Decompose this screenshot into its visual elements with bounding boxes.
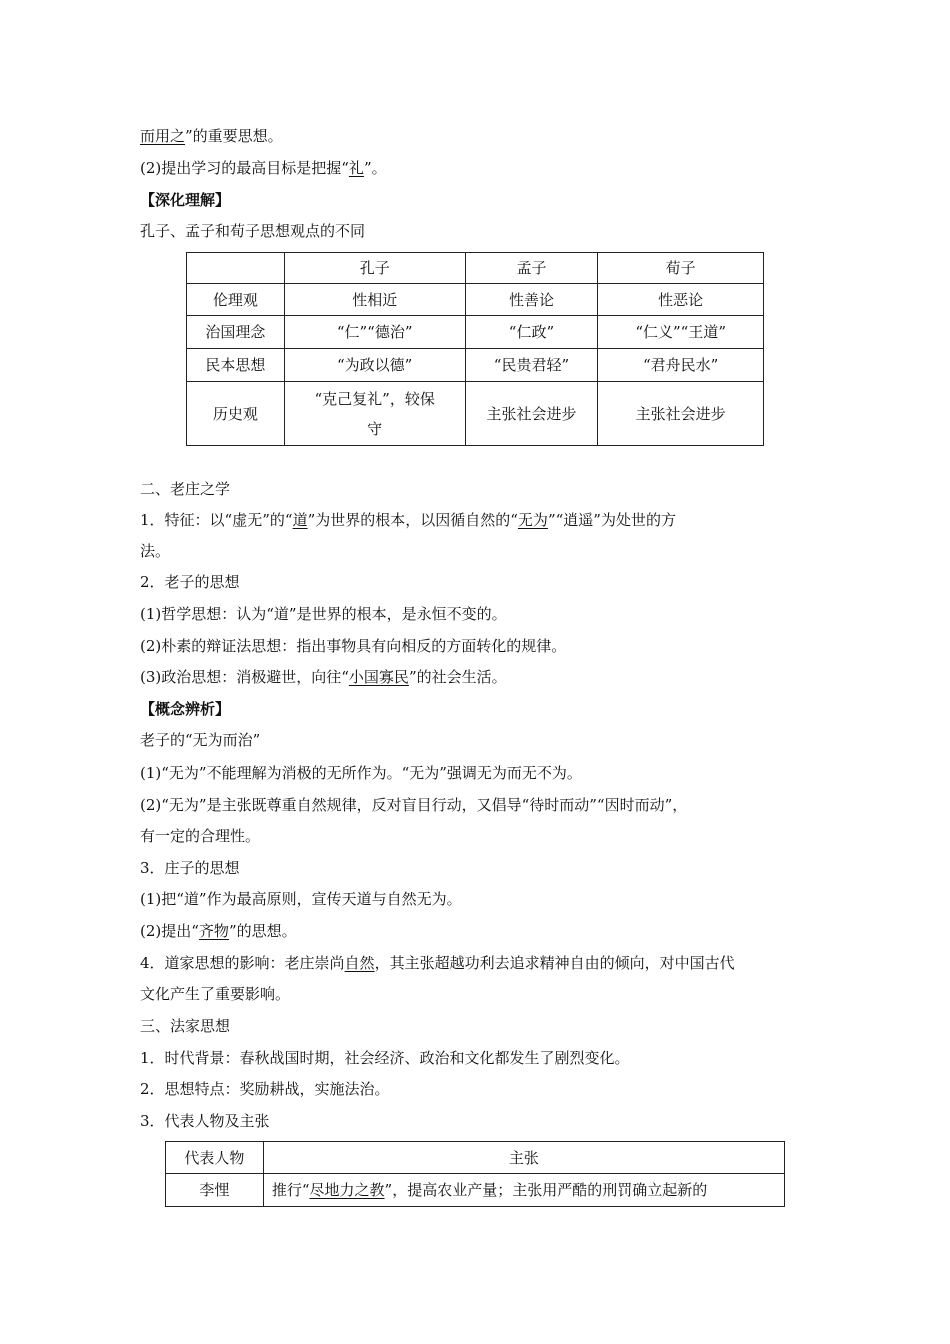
table-cell: 民本思想	[187, 349, 285, 382]
table-caption: 孔子、孟子和荀子思想观点的不同	[140, 222, 366, 240]
text-line: 3．代表人物及主张	[140, 1112, 270, 1130]
table-row	[166, 1174, 785, 1207]
section-heading: 三、法家思想	[140, 1017, 231, 1035]
underlined-term: 尽地力之教	[309, 1181, 385, 1199]
underlined-term: 无为	[517, 511, 548, 529]
table-cell: “仁政”	[465, 316, 598, 349]
table-header-cell	[187, 253, 285, 284]
legalist-figures-table	[165, 1141, 785, 1207]
text-line: (1)“无为”不能理解为消极的无所作为。“无为”强调无为而无不为。	[140, 764, 582, 782]
table-row	[187, 382, 764, 446]
table-header-row	[187, 253, 764, 284]
text-line: (2)提出学习的最高目标是把握“礼”。	[140, 159, 387, 177]
text-line: (2)朴素的辩证法思想：指出事物具有向相反的方面转化的规律。	[140, 637, 567, 655]
table-cell: 历史观	[187, 382, 285, 446]
underlined-term: 道	[292, 511, 308, 529]
section-tag: 【概念辨析】	[140, 700, 231, 718]
text-line: (2)“无为”是主张既尊重自然规律，反对盲目行动，又倡导“待时而动”“因时而动”，	[140, 796, 688, 814]
text-line: 1．特征：以“虚无”的“道”为世界的根本，以因循自然的“无为”“逍遥”为处世的方	[140, 511, 676, 529]
text-line: 而用之”的重要思想。	[140, 127, 283, 145]
table-header-cell: 主张	[263, 1142, 784, 1174]
underlined-term: 自然	[344, 954, 375, 972]
table-header-cell: 代表人物	[166, 1142, 264, 1174]
underlined-term: 礼	[348, 159, 364, 177]
table-cell: 李悝	[166, 1174, 264, 1207]
text-line: (1)哲学思想：认为“道”是世界的根本，是永恒不变的。	[140, 605, 507, 623]
table-cell: 治国理念	[187, 316, 285, 349]
text-line: 1．时代背景：春秋战国时期，社会经济、政治和文化都发生了剧烈变化。	[140, 1049, 630, 1067]
table-row	[187, 316, 764, 349]
table-cell: “克己复礼”，较保守	[284, 382, 465, 446]
section-tag: 【深化理解】	[140, 191, 231, 209]
table-header-cell: 荀子	[598, 253, 764, 284]
table-header-cell: 孔子	[284, 253, 465, 284]
text-line: (2)提出“齐物”的思想。	[140, 922, 297, 940]
underlined-term: 齐物	[198, 922, 229, 940]
underlined-term: 小国寡民	[348, 668, 409, 686]
table-cell: “仁义”“王道”	[598, 316, 764, 349]
thinkers-comparison-table	[186, 252, 764, 446]
table-header-cell: 孟子	[465, 253, 598, 284]
table-row	[187, 284, 764, 316]
table-cell: “君舟民水”	[598, 349, 764, 382]
table-cell: “为政以德”	[284, 349, 465, 382]
section-heading: 二、老庄之学	[140, 480, 231, 498]
text-line: 2．思想特点：奖励耕战，实施法治。	[140, 1080, 390, 1098]
table-cell: 主张社会进步	[465, 382, 598, 446]
table-cell: “仁”“德治”	[284, 316, 465, 349]
text-line: 4．道家思想的影响：老庄崇尚自然，其主张超越功利去追求精神自由的倾向，对中国古代	[140, 954, 735, 972]
underlined-term: 而用之	[140, 127, 186, 145]
table-cell: “民贵君轻”	[465, 349, 598, 382]
table-cell: 主张社会进步	[598, 382, 764, 446]
text-line: 法。	[140, 542, 171, 560]
table-cell: 推行“尽地力之教”，提高农业产量；主张用严酷的刑罚确立起新的	[263, 1174, 784, 1207]
table-header-row	[166, 1142, 785, 1174]
text-line: (3)政治思想：消极避世，向往“小国寡民”的社会生活。	[140, 668, 507, 686]
table-cell: 伦理观	[187, 284, 285, 316]
table-cell: 性善论	[465, 284, 598, 316]
text-line: (1)把“道”作为最高原则，宣传天道与自然无为。	[140, 890, 462, 908]
table-cell: 性相近	[284, 284, 465, 316]
text-line: 有一定的合理性。	[140, 827, 261, 845]
text-line: 老子的“无为而治”	[140, 731, 261, 749]
table-cell: 性恶论	[598, 284, 764, 316]
text-line: 3．庄子的思想	[140, 859, 240, 877]
text-line: 文化产生了重要影响。	[140, 985, 291, 1003]
table-row	[187, 349, 764, 382]
text-line: 2．老子的思想	[140, 573, 240, 591]
